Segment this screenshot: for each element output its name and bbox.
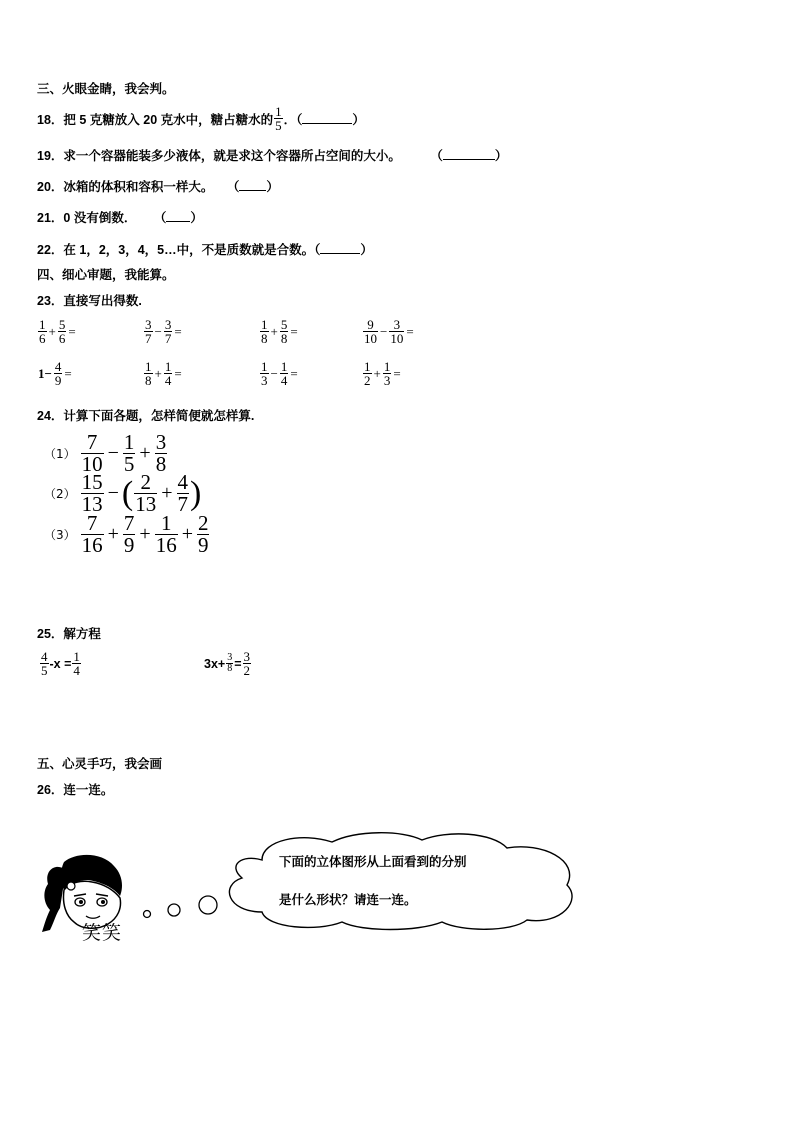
section-4-heading: 四、细心审题，我能算。 bbox=[37, 268, 175, 282]
q23-item: $\frac{1}{8}$ + $\frac{1}{4}$ = bbox=[145, 359, 182, 388]
fraction: $\frac{1}{3}$ bbox=[383, 359, 391, 388]
q23-item: $\frac{9}{10}$ − $\frac{3}{10}$ = bbox=[364, 317, 414, 346]
fraction: $\frac{1}{6}$ bbox=[39, 317, 46, 346]
question-18: 18．把 5 克糖放入 20 克水中，糖占糖水的 $\frac{1}{5}$ ．（ ） bbox=[37, 104, 365, 133]
fraction: $\frac{1}{8}$ bbox=[261, 317, 268, 346]
fraction: $\frac{3}{10}$ bbox=[390, 317, 404, 346]
thought-cloud bbox=[222, 830, 582, 932]
q23-item: $\frac{1}{3}$ − $\frac{1}{4}$ = bbox=[261, 359, 298, 388]
fraction: $\frac{4}{9}$ bbox=[54, 359, 62, 388]
q23-item: $\frac{3}{7}$ − $\frac{3}{7}$ = bbox=[145, 317, 182, 346]
question-21: 21．0 没有倒数． （ ） bbox=[37, 211, 203, 225]
section-3-heading: 三、火眼金睛，我会判。 bbox=[37, 82, 175, 96]
fraction: $\frac{3}{7}$ bbox=[164, 317, 172, 346]
fraction: $\frac{3}{7}$ bbox=[145, 317, 152, 346]
question-24-title: 24．计算下面各题，怎样简便就怎样算. bbox=[37, 409, 255, 423]
q21-answer-blank[interactable] bbox=[166, 211, 190, 222]
fraction: $\frac{1}{3}$ bbox=[261, 359, 268, 388]
cloud-icon bbox=[222, 830, 582, 932]
q25-equation-2: 3x+ $\frac{3}{8}$ = $\frac{3}{2}$ bbox=[204, 649, 251, 678]
q19-answer-blank[interactable] bbox=[443, 149, 495, 160]
question-23-title: 23．直接写出得数. bbox=[37, 294, 142, 308]
q20-answer-blank[interactable] bbox=[239, 180, 266, 191]
fraction: $\frac{1}{2}$ bbox=[364, 359, 371, 388]
question-25-title: 25．解方程 bbox=[37, 627, 101, 641]
q22-answer-blank[interactable] bbox=[320, 243, 360, 254]
q24-expression-2: （2） $\frac{15}{13}$ − ( $\frac{2}{13}$ + $\frac{4}{7}$ ) bbox=[44, 470, 202, 516]
fraction: $\frac{1}{4}$ bbox=[280, 359, 288, 388]
q18-answer-blank[interactable] bbox=[302, 113, 352, 124]
bubble-text-line-1: 下面的立体图形从上面看到的分别 bbox=[279, 855, 467, 869]
bubble-text-line-2: 是什么形状？请连一连。 bbox=[279, 893, 417, 907]
fraction: $\frac{5}{6}$ bbox=[58, 317, 66, 346]
question-20: 20．冰箱的体积和容积一样大。 （ ） bbox=[37, 180, 279, 194]
fraction: $\frac{9}{10}$ bbox=[364, 317, 377, 346]
fraction: $\frac{5}{8}$ bbox=[280, 317, 288, 346]
q25-equation-1: $\frac{4}{5}$ -x = $\frac{1}{4}$ bbox=[41, 649, 80, 678]
fraction: $\frac{1}{8}$ bbox=[145, 359, 152, 388]
q18-fraction: $\frac{1}{5}$ bbox=[275, 104, 282, 133]
q24-expression-1: （1） $\frac{7}{10}$ − $\frac{1}{5}$ + $\frac{3}{8}$ bbox=[44, 430, 167, 476]
q23-item: $\frac{1}{6}$ + $\frac{5}{6}$ = bbox=[39, 317, 76, 346]
question-22: 22．在 1，2，3，4，5…中，不是质数就是合数。（ ） bbox=[37, 243, 373, 257]
thought-dots bbox=[136, 892, 226, 922]
question-26-title: 26．连一连。 bbox=[37, 783, 114, 797]
character-illustration bbox=[36, 852, 146, 947]
q18-text: 18．把 5 克糖放入 20 克水中，糖占糖水的 bbox=[37, 112, 274, 127]
section-5-heading: 五、心灵手巧，我会画 bbox=[37, 757, 163, 771]
question-19: 19．求一个容器能装多少液体，就是求这个容器所占空间的大小。 （ ） bbox=[37, 149, 508, 163]
fraction: $\frac{1}{4}$ bbox=[164, 359, 172, 388]
q24-expression-3: （3） $\frac{7}{16}$ + $\frac{7}{9}$ + $\frac{1}{16}$ + $\frac{2}{9}$ bbox=[44, 511, 209, 557]
q23-item: $\frac{1}{2}$ + $\frac{1}{3}$ = bbox=[364, 359, 401, 388]
q23-item: 1− $\frac{4}{9}$ = bbox=[38, 359, 72, 388]
q23-item: $\frac{1}{8}$ + $\frac{5}{8}$ = bbox=[261, 317, 298, 346]
character-name: 笑笑 bbox=[82, 922, 123, 944]
